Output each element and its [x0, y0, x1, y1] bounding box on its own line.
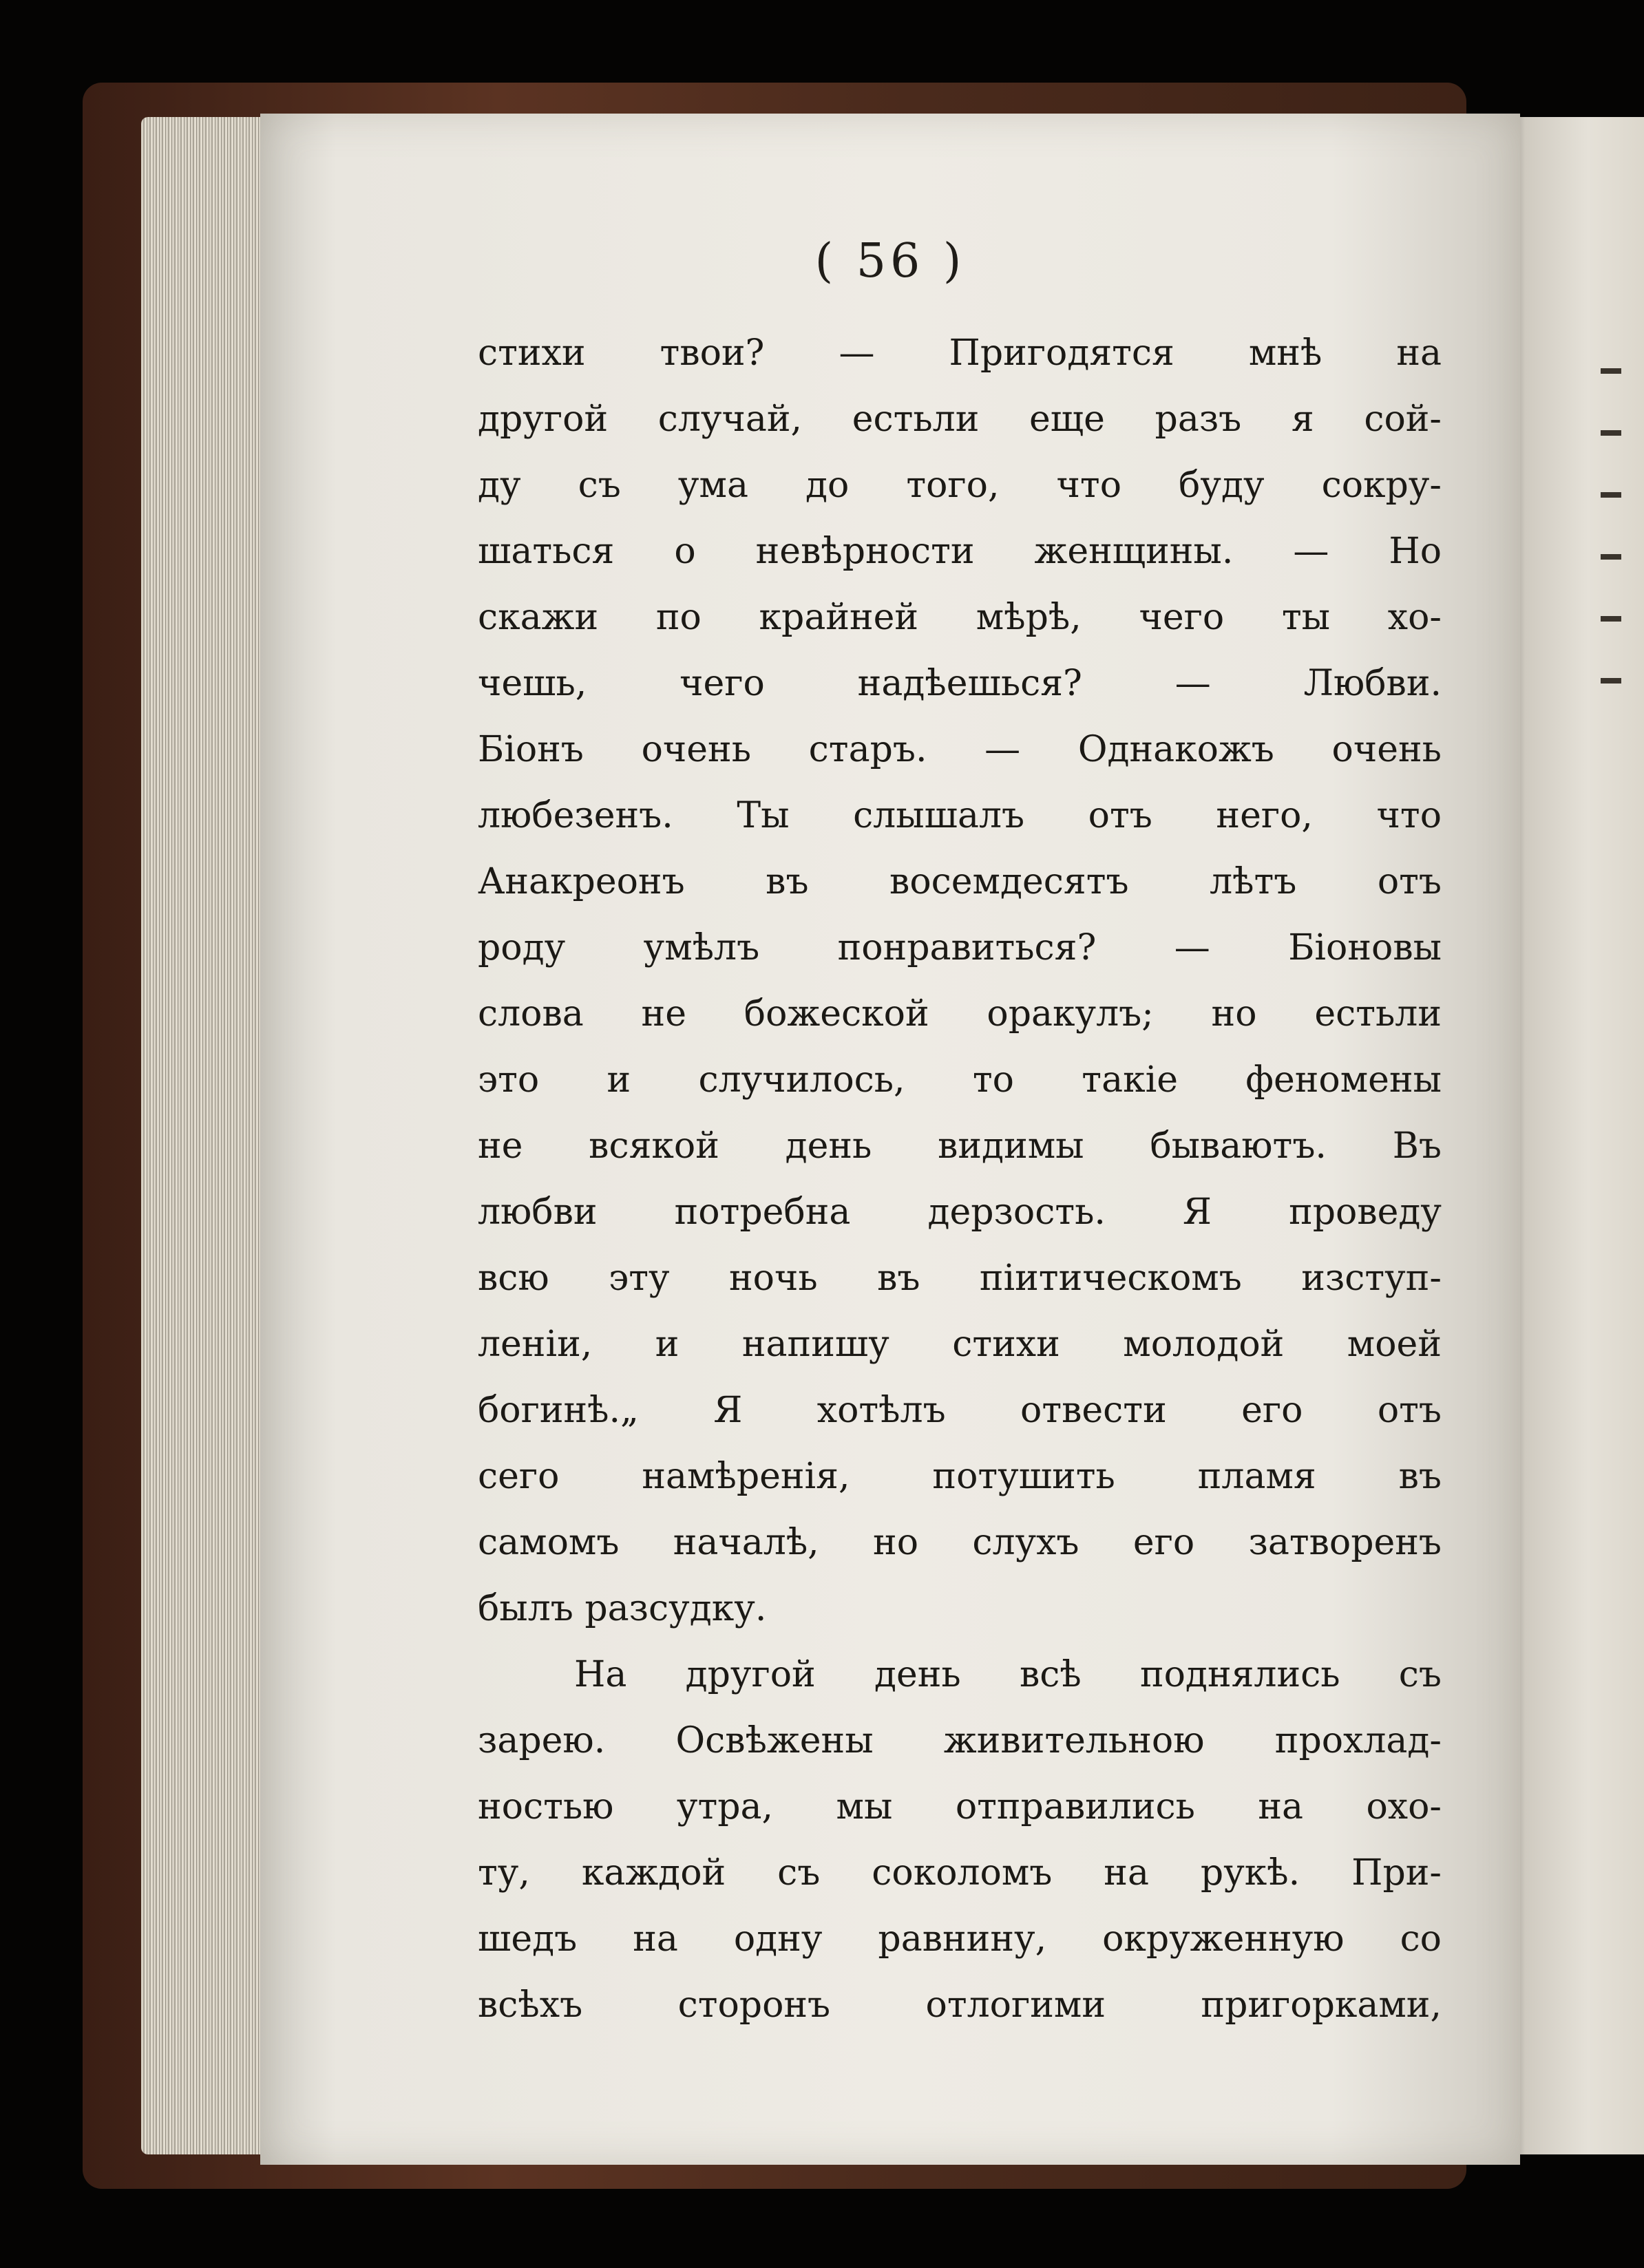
- text-line: чешь, чего надѣешься? — Любви.: [478, 663, 1442, 704]
- text-line: сего намѣренія, потушить пламя въ: [478, 1456, 1442, 1497]
- text-line: любезенъ. Ты слышалъ отъ него, что: [478, 795, 1442, 836]
- facing-page-fragment: [1601, 554, 1621, 560]
- text-line: это и случилось, то такіе феномены: [478, 1059, 1442, 1101]
- paragraph-start-line: На другой день всѣ поднялись съ: [574, 1654, 1442, 1695]
- text-line: богинѣ.„ Я хотѣлъ отвести его отъ: [478, 1390, 1442, 1431]
- text-line: самомъ началѣ, но слухъ его затворенъ: [478, 1522, 1442, 1563]
- text-line: ту, каждой съ соколомъ на рукѣ. При-: [478, 1852, 1442, 1894]
- text-line: былъ разсудку.: [478, 1588, 767, 1629]
- text-line: ду съ ума до того, что буду сокру-: [478, 465, 1442, 506]
- facing-page-fragment: [1601, 678, 1621, 683]
- text-line: шедъ на одну равнину, окруженную со: [478, 1918, 1442, 1960]
- text-line: Анакреонъ въ восемдесятъ лѣтъ отъ: [478, 861, 1442, 902]
- facing-page-fragment: [1601, 492, 1621, 498]
- facing-page-fragment: [1601, 430, 1621, 436]
- text-line: всѣхъ сторонъ отлогими пригорками,: [478, 1984, 1442, 2026]
- text-line: стихи твои? — Пригодятся мнѣ на: [478, 332, 1442, 374]
- text-line: шаться о невѣрности женщины. — Но: [478, 531, 1442, 572]
- text-line: всю эту ночь въ піитическомъ изступ-: [478, 1258, 1442, 1299]
- page-edges: [141, 117, 272, 2154]
- text-line: не всякой день видимы бываютъ. Въ: [478, 1125, 1442, 1167]
- facing-page-fragment: [1601, 368, 1621, 374]
- page-text: [478, 320, 1442, 2038]
- text-line: Біонъ очень старъ. — Однакожъ очень: [478, 729, 1442, 770]
- text-line: ностью утра, мы отправились на охо-: [478, 1786, 1442, 1827]
- text-line: роду умѣлъ понравиться? — Біоновы: [478, 927, 1442, 968]
- text-line: зарею. Освѣжены живительною прохлад-: [478, 1720, 1442, 1761]
- text-line: другой случай, естьли еще разъ я сой-: [478, 399, 1442, 440]
- page-number: ( 56 ): [814, 234, 966, 288]
- text-line: скажи по крайней мѣрѣ, чего ты хо-: [478, 597, 1442, 638]
- text-line: леніи, и напишу стихи молодой моей: [478, 1324, 1442, 1365]
- text-line: слова не божеской оракулъ; но естьли: [478, 993, 1442, 1035]
- facing-page: [1504, 117, 1644, 2154]
- facing-page-fragment: [1601, 616, 1621, 622]
- book-page: [260, 114, 1520, 2165]
- text-line: любви потребна дерзость. Я проведу: [478, 1191, 1442, 1233]
